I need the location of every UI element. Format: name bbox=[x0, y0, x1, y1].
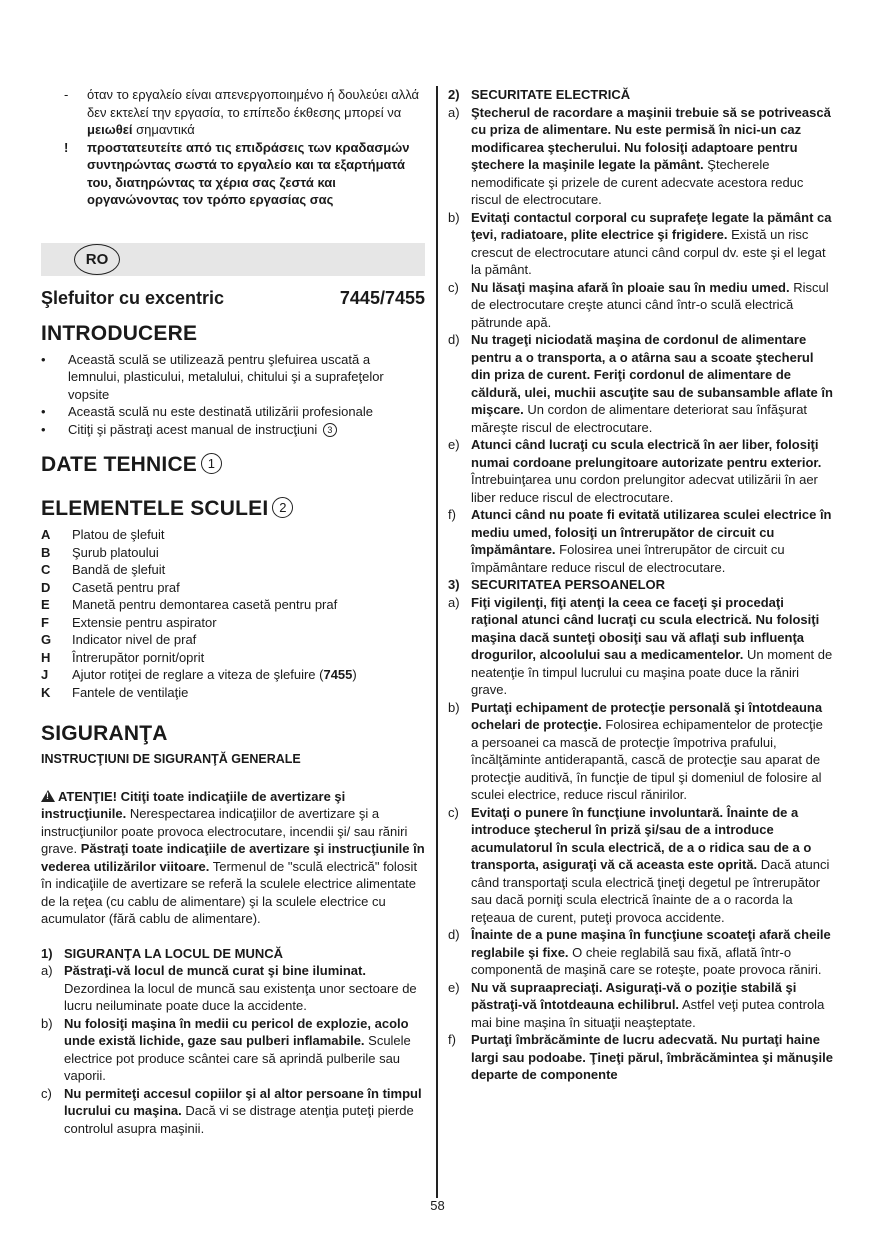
list-item: a) Fiţi vigilenţi, fiţi atenţi la ceea ce faceţi şi procedaţi raţional atunci când lucraţi cu scula electrică. Nu folosiţi maşina dacă sunteţi obosiţi sau vă aflaţi sub influenţa drogurilor, alcoolului sau a medicamentelor. Un moment de neatenţie în timpul lucrului cu maşina poate duce la răniri grave. bbox=[448, 594, 833, 697]
language-band bbox=[41, 243, 425, 276]
list-item: c) Nu lăsaţi maşina afară în ploaie sau în mediu umed. Riscul de electrocutare creşte atunci când într-o sculă electrică pătrunde apă. bbox=[448, 279, 829, 330]
greek-warning-item: ! προστατευτείτε από τις επιδράσεις των κραδασμών συντηρώντας σωστά το εργαλείο και τα εξαρτήματά του, διατηρώντας τα χέρια σας ζεστά και οργανώνοντας τον τρόπο εργασίας σας bbox=[64, 139, 410, 207]
list-item: d) Nu trageţi niciodată maşina de cordonul de alimentare pentru a o transporta, a o atârna sau a scoate ştecherul din priza de curent. Feriţi cordonul de alimentare de căldură, ulei, muchii ascuţite sau de subansamble aflate în mişcare. Un cordon de alimentare deteriorat sau înfăşurat măreşte riscul de electrocutare. bbox=[448, 332, 833, 435]
section-personal-safety bbox=[448, 576, 833, 1084]
section-heading: 2) SECURITATE ELECTRICĂ bbox=[448, 87, 631, 102]
list-item: C Bandă de şlefuit bbox=[41, 562, 166, 577]
list-item: • Această sculă se utilizează pentru şlefuirea uscată a lemnului, plasticului, metalului, chitului şi a suprafeţelor vopsite bbox=[41, 351, 384, 402]
product-title-row bbox=[41, 287, 425, 309]
list-item: b) Evitaţi contactul corporal cu suprafeţe legate la pământ ca ţevi, radiatoare, plite electrice şi frigidere. Există un risc crescut de electrocutare atunci când corpul dv. este şi el legat la pământ. bbox=[448, 209, 832, 277]
right-column bbox=[448, 86, 833, 1084]
list-item: c) Evitaţi o punere în funcţiune involuntară. Înainte de a introduce ştecherul în priză şi/sau de a introduce acumulatorul în scula electrică, de a o ridica sau de a o transporta, asiguraţi vă că aceasta este oprită. Dacă atunci când transportaţi scula electrică ţineţi degetul pe întrerupător sau dacă porniţi scula electrică înainte de a o racorda la reţeaua de curent, puteţi provoca accidente. bbox=[448, 804, 830, 925]
warning-triangle-icon bbox=[41, 790, 55, 802]
list-item: a) Ştecherul de racordare a maşinii trebuie să se potrivească cu priza de alimentare. Nu este permisă în nici-un caz modificarea ştecherului. Nu folosiţi adaptoare pentru ştechere la maşinile legate la pământ. Ştecherele nemodificate şi prizele de curent adecvate acestora reduc riscul de electrocutare. bbox=[448, 104, 831, 207]
greek-item: - όταν το εργαλείο είναι απενεργοποιημένο ή δουλεύει αλλά δεν εκτελεί την εργασία, το επίπεδο έκθεσης μπορεί να μειωθεί σημαντικά bbox=[64, 87, 420, 137]
section-electrical bbox=[448, 86, 833, 576]
list-item: a) Păstraţi-vă locul de muncă curat şi bine iluminat. Dezordinea la locul de muncă sau existenţa unor sectoare de lucru neiluminate poate duce la accidente. bbox=[41, 963, 417, 1013]
language-badge: RO bbox=[74, 244, 120, 275]
list-item: b) Purtaţi echipament de protecţie personală şi întotdeauna ochelari de protecţie. Folosirea echipamentelor de protecţie a persoanei ca mască de protecţie împotriva prafului, încălţăminte antiderapantă, cască de protecţie sau aparat de protecţie auditivă, în funcţie de tipul şi domeniul de folosire al sculei electrice, reduce riscul rănirilor. bbox=[448, 699, 823, 802]
list-item: d) Înainte de a pune maşina în funcţiune scoateţi afară cheile reglabile şi fixe. O cheie reglabilă sau fixă, aflată într-o componentă de maşină care se roteşte, poate provoca răniri. bbox=[448, 927, 831, 977]
product-name: Şlefuitor cu excentric bbox=[41, 287, 225, 308]
list-item: e) Nu vă supraapreciaţi. Asiguraţi-vă o poziţie stabilă şi păstraţi-vă întotdeauna echilibrul. Astfel veţi putea controla mai bine maşina în situaţii neaşteptate. bbox=[448, 979, 825, 1030]
section-heading: 1) SIGURANŢA LA LOCUL DE MUNCĂ bbox=[41, 945, 284, 961]
list-item: A Platou de şlefuit bbox=[41, 527, 165, 542]
list-item: e) Atunci când lucraţi cu scula electrică în aer liber, folosiţi numai cordoane prelungitoare autorizate pentru exterior. Întrebuinţarea unu cordon prelungitor adecvat utilizării în aer liber reduce riscul de electrocutare. bbox=[448, 437, 822, 505]
page-number: 58 bbox=[430, 1198, 445, 1213]
product-model: 7445/7455 bbox=[339, 287, 425, 308]
list-item: G Indicator nivel de praf bbox=[41, 632, 197, 647]
list-item: H Întrerupător pornit/oprit bbox=[41, 649, 205, 665]
list-item: f) Atunci când nu poate fi evitată utilizarea sculei electrice în mediu umed, folosiţi un întrerupător de circuit cu împământare. Folosirea unei întrerupător de circuit cu împământare reduce riscul de electrocutare. bbox=[448, 507, 832, 575]
list-item: • Această sculă nu este destinată utilizării profesionale bbox=[41, 404, 373, 419]
list-item: D Casetă pentru praf bbox=[41, 579, 180, 595]
list-item: K Fantele de ventilaţie bbox=[41, 684, 189, 700]
safety-warning-paragraph: !ATENŢIE! Citiţi toate indicaţiile de avertizare şi instrucţiunile. Nerespectarea indicaţiilor de avertizare şi a instrucţiunilor poate provoca electrocutare, incendii şi/ sau răniri grave. Păstraţi toate indicaţiile de avertizare şi instrucţiunile în vederea utilizărilor viitoare. Termenul de "sculă electrică" folosit în indicaţiile de avertizare se referă la sculele electrice alimentate de la reţea (cu cablu de alimentare) şi la sculele electrice cu acumulator (fără cablu de alimentare). bbox=[41, 788, 425, 928]
list-item: E Manetă pentru demontarea casetă pentru praf bbox=[41, 597, 338, 612]
column-divider bbox=[436, 86, 438, 1198]
tech-heading: DATE TEHNICE 1 bbox=[41, 452, 425, 478]
section-heading: 3) SECURITATEA PERSOANELOR bbox=[448, 577, 666, 592]
list-item: b) Nu folosiţi maşina în medii cu pericol de explozie, acolo unde există lichide, gaze sau pulberi inflamabile. Sculele electrice pot produce scântei care să aprindă pulberile sau vaporii. bbox=[41, 1015, 411, 1083]
figure-ref-3: 3 bbox=[323, 423, 337, 437]
figure-ref-1: 1 bbox=[201, 453, 222, 474]
greek-block bbox=[41, 86, 425, 209]
list-item: f) Purtaţi îmbrăcăminte de lucru adecvată. Nu purtaţi haine largi sau podoabe. Ţineţi părul, îmbrăcămintea şi mănuşile departe de componente bbox=[448, 1032, 833, 1082]
parts-list bbox=[41, 526, 425, 701]
safety-subheading: INSTRUCŢIUNI DE SIGURANŢĂ GENERALE bbox=[41, 752, 301, 766]
left-column bbox=[41, 86, 425, 1137]
safety-heading: SIGURANŢA bbox=[41, 722, 168, 745]
intro-list bbox=[41, 351, 425, 439]
section-workplace bbox=[41, 945, 425, 1138]
list-item: B Şurub platoului bbox=[41, 544, 159, 560]
intro-heading: INTRODUCERE bbox=[41, 321, 198, 345]
list-item: J Ajutor rotiţei de reglare a viteza de şlefuire (7455) bbox=[41, 667, 357, 682]
list-item: • Citiţi şi păstraţi acest manual de instrucţiuni 3 bbox=[41, 421, 425, 439]
elements-heading: ELEMENTELE SCULEI 2 bbox=[41, 496, 425, 522]
list-item: F Extensie pentru aspirator bbox=[41, 614, 217, 630]
figure-ref-2: 2 bbox=[272, 497, 293, 518]
list-item: c) Nu permiteţi accesul copiilor şi al altor persoane în timpul lucrului cu maşina. Dacă vi se distrage atenţia puteţi pierde controlul asupra maşinii. bbox=[41, 1085, 422, 1136]
